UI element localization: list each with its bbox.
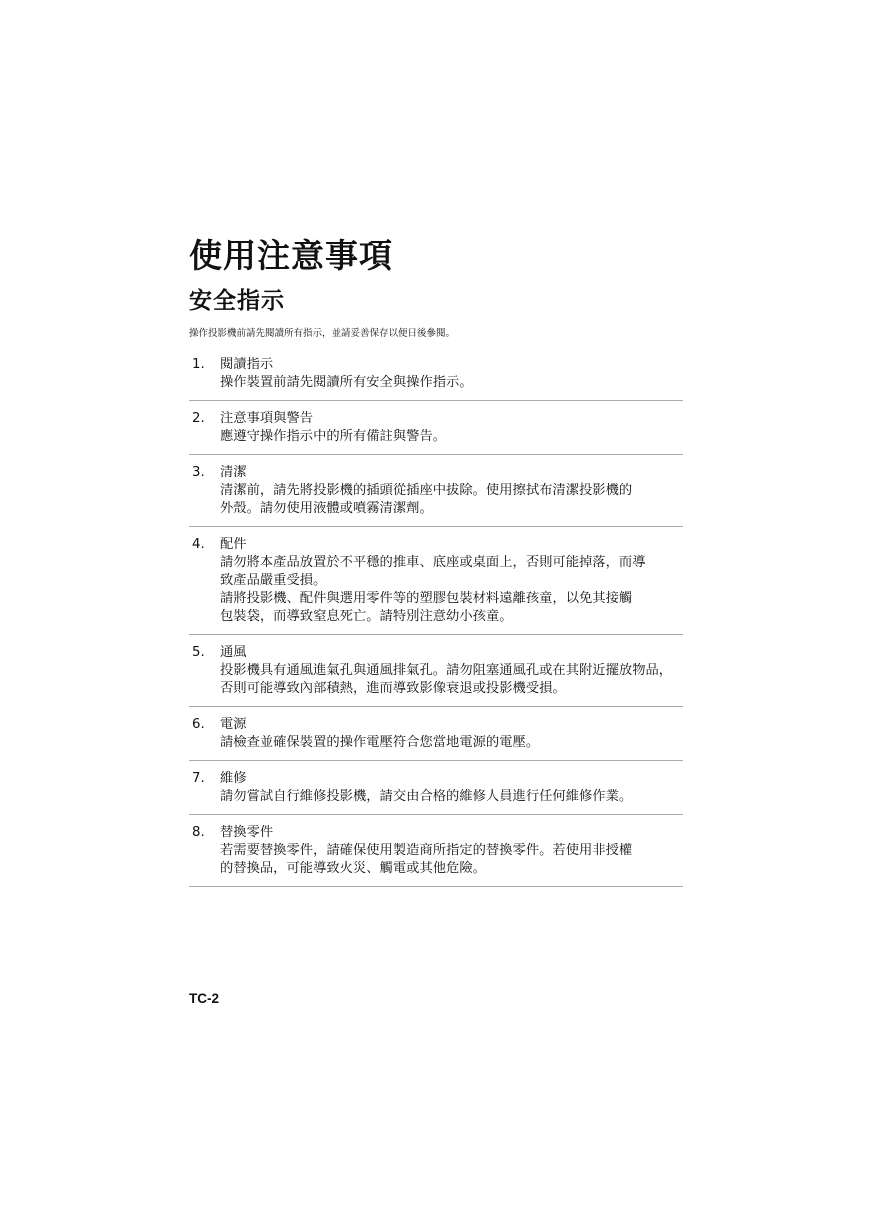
item-number: 6. xyxy=(192,717,205,732)
page-title: 使用注意事項 xyxy=(189,236,393,275)
list-item xyxy=(189,644,683,707)
item-body-line: 請勿將本產品放置於不平穩的推車、底座或桌面上，否則可能掉落，而導 xyxy=(220,555,646,570)
item-heading: 電源 xyxy=(220,717,247,732)
item-heading: 閱讀指示 xyxy=(220,357,274,372)
item-number: 5. xyxy=(192,645,205,660)
list-item xyxy=(189,536,683,635)
item-number: 2. xyxy=(192,411,205,426)
item-heading: 清潔 xyxy=(220,465,247,480)
list-item xyxy=(189,716,683,761)
item-heading: 配件 xyxy=(220,537,247,552)
item-body-line: 清潔前，請先將投影機的插頭從插座中拔除。使用擦拭布清潔投影機的 xyxy=(220,483,633,498)
item-body-line: 請檢查並確保裝置的操作電壓符合您當地電源的電壓。 xyxy=(220,735,540,750)
item-heading: 通風 xyxy=(220,645,247,660)
item-body-line: 投影機具有通風進氣孔與通風排氣孔。請勿阻塞通風孔或在其附近擺放物品， xyxy=(220,663,673,678)
item-body-line: 致產品嚴重受損。 xyxy=(220,573,327,588)
item-body-line: 操作裝置前請先閱讀所有安全與操作指示。 xyxy=(220,375,473,390)
item-body-line: 若需要替換零件，請確保使用製造商所指定的替換零件。若使用非授權 xyxy=(220,843,633,858)
list-item xyxy=(189,410,683,455)
item-heading: 替換零件 xyxy=(220,825,274,840)
item-body-line: 請將投影機、配件與選用零件等的塑膠包裝材料遠離孩童，以免其接觸 xyxy=(220,591,633,606)
item-body-line: 包裝袋，而導致窒息死亡。請特別注意幼小孩童。 xyxy=(220,609,513,624)
list-item xyxy=(189,356,683,401)
item-number: 7. xyxy=(192,771,205,786)
item-body-line: 的替換品，可能導致火災、觸電或其他危險。 xyxy=(220,861,486,876)
list-item xyxy=(189,824,683,887)
list-item xyxy=(189,464,683,527)
item-heading: 注意事項與警告 xyxy=(220,411,314,426)
item-heading: 維修 xyxy=(220,771,247,786)
item-body-line: 請勿嘗試自行維修投影機，請交由合格的維修人員進行任何維修作業。 xyxy=(220,789,633,804)
item-body-line: 外殼。請勿使用液體或噴霧清潔劑。 xyxy=(220,501,433,516)
item-number: 4. xyxy=(192,537,205,552)
page-number: TC-2 xyxy=(189,991,219,1006)
item-number: 8. xyxy=(192,825,205,840)
section-title: 安全指示 xyxy=(189,288,285,314)
item-body-line: 應遵守操作指示中的所有備註與警告。 xyxy=(220,429,447,444)
item-number: 1. xyxy=(192,357,205,372)
item-number: 3. xyxy=(192,465,205,480)
item-body-line: 否則可能導致內部積熱，進而導致影像衰退或投影機受損。 xyxy=(220,681,566,696)
safety-instruction-list xyxy=(189,356,683,887)
list-item xyxy=(189,770,683,815)
intro-text: 操作投影機前請先閱讀所有指示，並請妥善保存以便日後參閱。 xyxy=(189,328,456,339)
